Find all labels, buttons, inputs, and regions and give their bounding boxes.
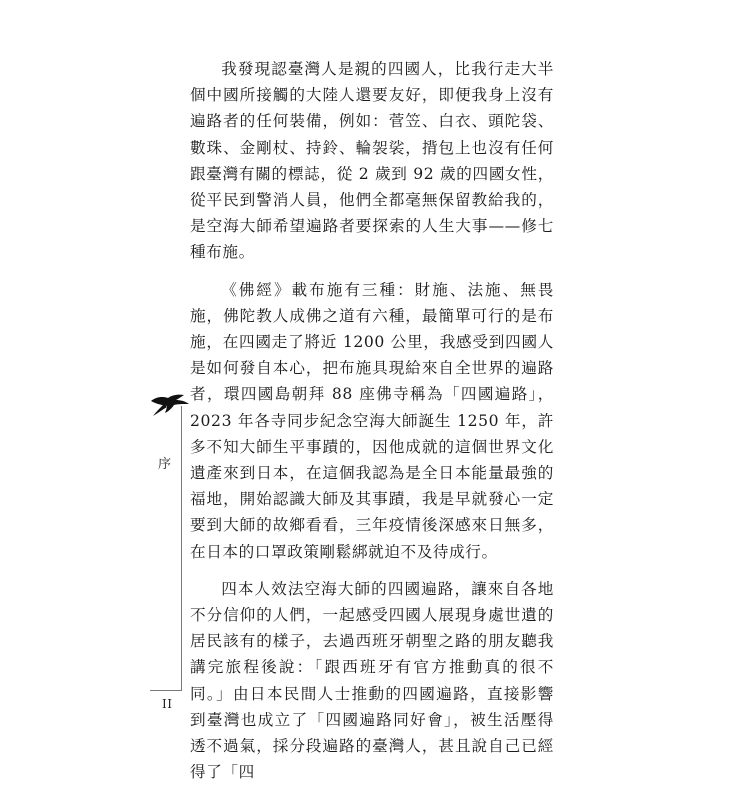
- chapter-label: 序: [158, 457, 172, 472]
- body-text: [190, 56, 554, 785]
- paragraph-1: 我發現認臺灣人是親的四國人，比我行走大半個中國所接觸的大陸人還要友好，即便我身上沒有遍路者的任何裝備，例如：菅笠、白衣、頭陀袋、數珠、金剛杖、持鈴、輪袈裟，揹包上也沒有任何跟臺灣有關的標誌，從 2 歲到 92 歲的四國女性，從平民到警消人員，他們全都毫無保留教給我的，是空海大師希望遍路者要探索的人生大事——修七種布施。: [190, 60, 554, 262]
- paragraph-3: 四本人效法空海大師的四國遍路，讓來自各地不分信仰的人們，一起感受四國人展現身處世遺的居民該有的樣子，去過西班牙朝聖之路的朋友聽我講完旅程後說：「跟西班牙有官方推動真的很不同。」由日本民間人士推動的四國遍路，直接影響到臺灣也成立了「四國遍路同好會」，被生活壓得透不過氣，採分段遍路的臺灣人，甚且說自己已經得了「四: [190, 579, 554, 782]
- footer-rule: [150, 690, 182, 691]
- page-number: II: [162, 697, 173, 711]
- margin-rule: [181, 406, 182, 690]
- bird-silhouette-icon: [150, 392, 190, 418]
- paragraph-2: 《佛經》載布施有三種：財施、法施、無畏施，佛陀教人成佛之道有六種，最簡單可行的是布施，在四國走了將近 1200 公里，我感受到四國人是如何發自本心，把布施具現給來自全世界的遍路者，環四國島朝拜 88 座佛寺稱為「四國遍路」，2023 年各寺同步紀念空海大師誕生 1250 年，許多不知大師生平事蹟的，因他成就的這個世界文化遺產來到日本，在這個我認為是全日本能量最強的福地，開始認識大師及其事蹟，我是早就發心一定要到大師的故鄉看看，三年疫情後深感來日無多，在日本的口罩政策剛鬆綁就迫不及待成行。: [190, 280, 554, 561]
